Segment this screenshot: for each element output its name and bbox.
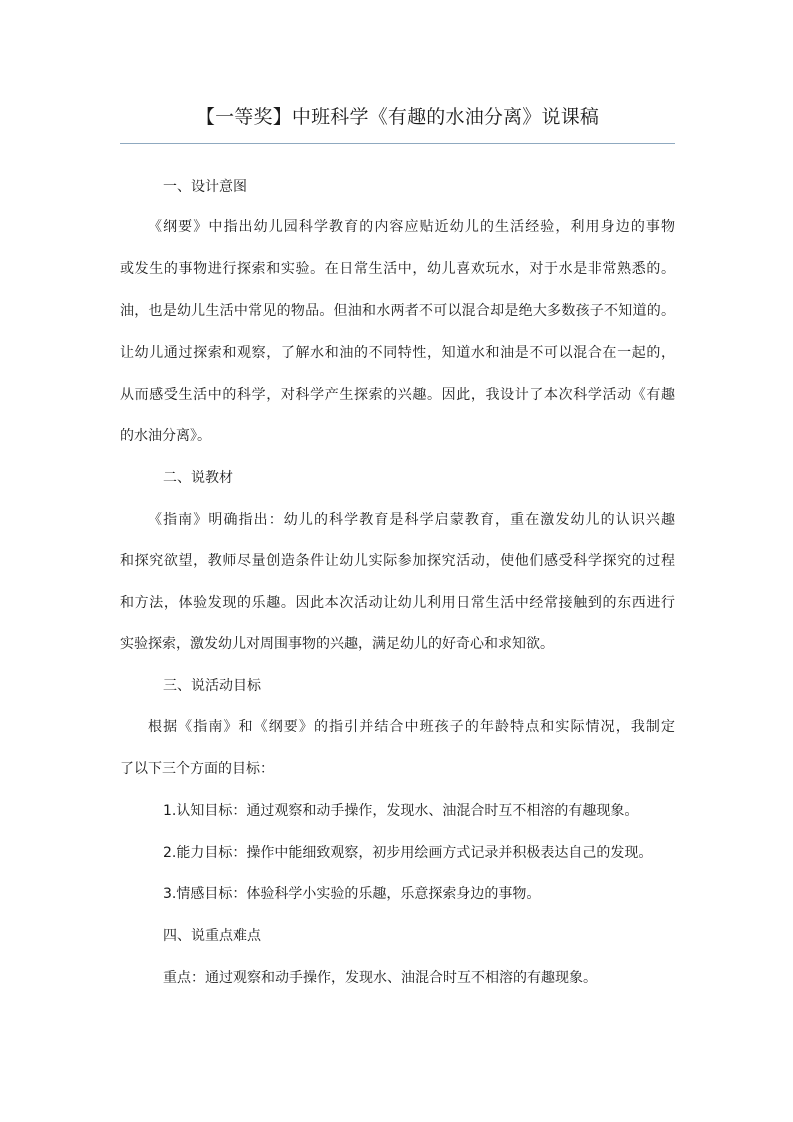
objective-item: 2.能力目标：操作中能细致观察，初步用绘画方式记录并积极表达自己的发现。 [163, 845, 653, 861]
paragraph-line: 油，也是幼儿生活中常见的物品。但油和水两者不可以混合却是绝大多数孩子不知道的。 [120, 303, 675, 319]
section-heading-key-points: 四、说重点难点 [163, 928, 261, 944]
title-underline [120, 143, 675, 144]
document-title: 【一等奖】中班科学《有趣的水油分离》说课稿 [195, 106, 600, 128]
paragraph-line: 《纲要》中指出幼儿园科学教育的内容应贴近幼儿的生活经验，利用身边的事物 [148, 219, 675, 235]
paragraph-line: 根据《指南》和《纲要》的指引并结合中班孩子的年龄特点和实际情况，我制定 [148, 719, 675, 735]
key-point-item: 重点：通过观察和动手操作，发现水、油混合时互不相溶的有趣现象。 [163, 970, 597, 986]
section-heading-design-intent: 一、设计意图 [163, 179, 247, 195]
section-heading-objectives: 三、说活动目标 [163, 678, 261, 694]
section-heading-materials: 二、说教材 [163, 470, 233, 486]
paragraph-line: 和方法，体验发现的乐趣。因此本次活动让幼儿利用日常生活中经常接触到的东西进行 [120, 595, 675, 611]
paragraph-line: 的水油分离》。 [120, 428, 211, 444]
paragraph-line: 了以下三个方面的目标： [120, 761, 274, 777]
objective-item: 3.情感目标：体验科学小实验的乐趣，乐意探索身边的事物。 [163, 886, 541, 902]
paragraph-line: 《指南》明确指出：幼儿的科学教育是科学启蒙教育，重在激发幼儿的认识兴趣 [148, 512, 675, 528]
paragraph-line: 让幼儿通过探索和观察，了解水和油的不同特性，知道水和油是不可以混合在一起的， [120, 345, 675, 361]
objective-item: 1.认知目标：通过观察和动手操作，发现水、油混合时互不相溶的有趣现象。 [163, 803, 639, 819]
paragraph-line: 和探究欲望，教师尽量创造条件让幼儿实际参加探究活动，使他们感受科学探究的过程 [120, 553, 675, 569]
paragraph-line: 或发生的事物进行探索和实验。在日常生活中，幼儿喜欢玩水，对于水是非常熟悉的。 [120, 261, 675, 277]
paragraph-line: 从而感受生活中的科学，对科学产生探索的兴趣。因此，我设计了本次科学活动《有趣 [120, 387, 675, 403]
paragraph-line: 实验探索，激发幼儿对周围事物的兴趣，满足幼儿的好奇心和求知欲。 [120, 636, 554, 652]
